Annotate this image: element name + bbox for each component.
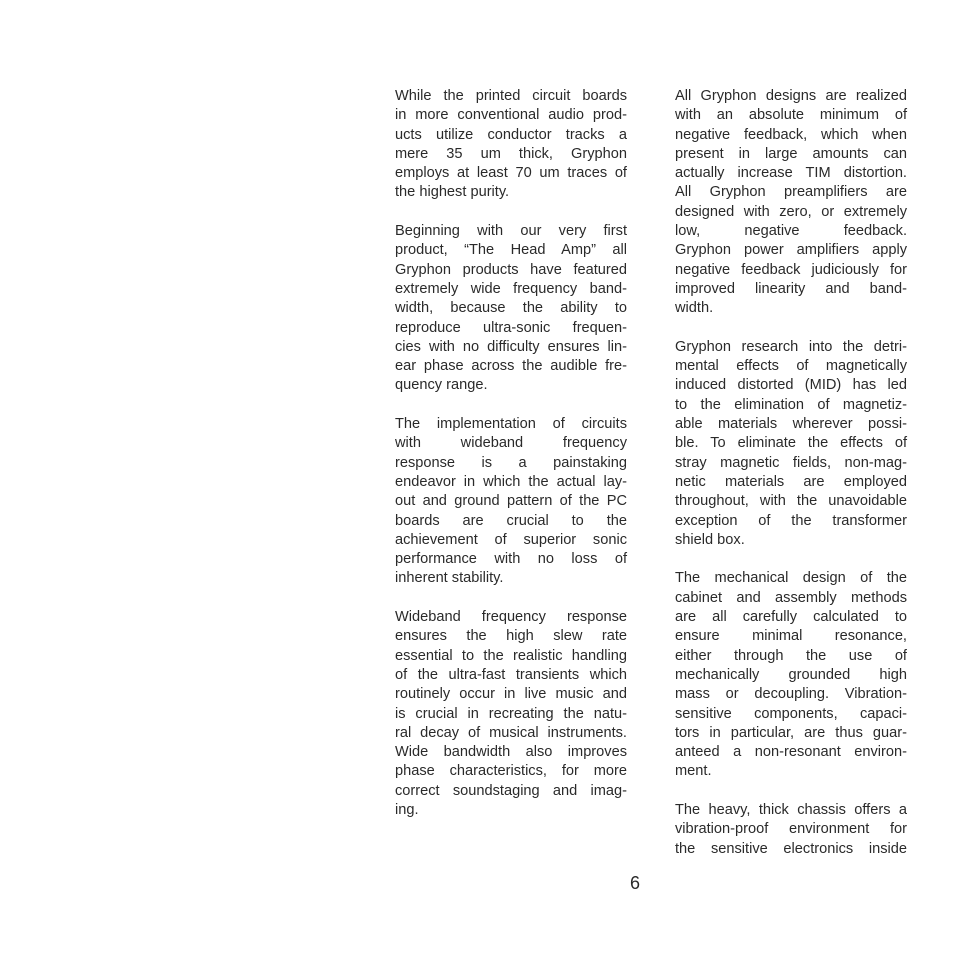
text-line: is crucial in recreating the natu- bbox=[395, 705, 627, 722]
text-line: anteed a non-resonant environ- bbox=[675, 744, 907, 761]
text-line: Gryphon power amplifiers apply bbox=[675, 242, 907, 259]
text-line: in more conventional audio prod- bbox=[395, 107, 627, 124]
text-line: Beginning with our very first bbox=[395, 223, 627, 240]
paragraph bbox=[675, 87, 907, 319]
text-line: negative feedback, which when bbox=[675, 126, 907, 143]
text-line: The mechanical design of the bbox=[675, 570, 907, 587]
text-line: out and ground pattern of the PC bbox=[395, 493, 627, 510]
text-line: boards are crucial to the bbox=[395, 512, 627, 529]
text-line: routinely occur in live music and bbox=[395, 686, 627, 703]
text-line: response is a painstaking bbox=[395, 454, 627, 471]
text-line: performance with no loss of bbox=[395, 551, 627, 568]
text-line: quency range. bbox=[395, 377, 488, 394]
text-line: sensitive components, capaci- bbox=[675, 705, 907, 722]
text-line: ment. bbox=[675, 763, 712, 780]
text-line: able materials wherever possi- bbox=[675, 416, 907, 433]
text-line: ensures the high slew rate bbox=[395, 628, 627, 645]
paragraph bbox=[675, 569, 907, 781]
text-line: width, because the ability to bbox=[395, 300, 627, 317]
paragraph bbox=[675, 801, 907, 859]
text-line: present in large amounts can bbox=[675, 145, 907, 162]
text-line: throughout, with the unavoidable bbox=[675, 493, 907, 510]
left-text-column bbox=[395, 87, 627, 820]
text-line: induced distorted (MID) has led bbox=[675, 377, 907, 394]
right-text-column bbox=[675, 87, 907, 859]
text-line: The implementation of circuits bbox=[395, 416, 627, 433]
text-line: shield box. bbox=[675, 531, 745, 548]
text-line: ensure minimal resonance, bbox=[675, 628, 907, 645]
text-line: All Gryphon preamplifiers are bbox=[675, 184, 907, 201]
text-line: employs at least 70 um traces of bbox=[395, 165, 627, 182]
text-line: Gryphon research into the detri- bbox=[675, 338, 907, 355]
text-line: are all carefully calculated to bbox=[675, 609, 907, 626]
text-line: phase characteristics, for more bbox=[395, 763, 627, 780]
text-line: with wideband frequency bbox=[395, 435, 627, 452]
text-line: ble. To eliminate the effects of bbox=[675, 435, 907, 452]
text-line: Gryphon products have featured bbox=[395, 261, 627, 278]
text-line: tors in particular, are thus guar- bbox=[675, 724, 907, 741]
text-line: actually increase TIM distortion. bbox=[675, 165, 907, 182]
text-line: mass or decoupling. Vibration- bbox=[675, 686, 907, 703]
text-line: ucts utilize conductor tracks a bbox=[395, 126, 627, 143]
text-line: improved linearity and band- bbox=[675, 280, 907, 297]
text-line: reproduce ultra-sonic frequen- bbox=[395, 319, 627, 336]
paragraph bbox=[395, 415, 627, 589]
paragraph bbox=[395, 608, 627, 820]
text-line: The heavy, thick chassis offers a bbox=[675, 801, 907, 818]
text-line: ear phase across the audible fre- bbox=[395, 358, 627, 375]
text-line: to the elimination of magnetiz- bbox=[675, 396, 907, 413]
text-line: correct soundstaging and imag- bbox=[395, 782, 627, 799]
text-line: the sensitive electronics inside bbox=[675, 840, 907, 857]
text-line: width. bbox=[675, 300, 714, 317]
text-line: negative feedback judiciously for bbox=[675, 261, 907, 278]
text-line: ral decay of musical instruments. bbox=[395, 724, 627, 741]
text-line: of the ultra-fast transients which bbox=[395, 666, 627, 683]
page-number: 6 bbox=[629, 873, 640, 893]
text-line: inherent stability. bbox=[395, 570, 504, 587]
text-line: extremely wide frequency band- bbox=[395, 280, 627, 297]
text-line: mental effects of magnetically bbox=[675, 358, 907, 375]
text-line: mere 35 um thick, Gryphon bbox=[395, 145, 627, 162]
text-line: Wideband frequency response bbox=[395, 609, 627, 626]
text-line: designed with zero, or extremely bbox=[675, 203, 907, 220]
text-line: cabinet and assembly methods bbox=[675, 589, 907, 606]
text-line: While the printed circuit boards bbox=[395, 88, 627, 104]
text-line: product, “The Head Amp” all bbox=[395, 242, 627, 259]
text-line: endeavor in which the actual lay- bbox=[395, 473, 627, 490]
paragraph bbox=[395, 87, 627, 203]
text-line: netic materials are employed bbox=[675, 473, 907, 490]
text-line: the highest purity. bbox=[395, 184, 510, 201]
text-line: stray magnetic fields, non-mag- bbox=[675, 454, 907, 471]
text-line: essential to the realistic handling bbox=[395, 647, 627, 664]
text-line: mechanically grounded high bbox=[675, 666, 907, 683]
text-line: Wide bandwidth also improves bbox=[395, 744, 627, 761]
text-line: cies with no difficulty ensures lin- bbox=[395, 338, 627, 355]
text-line: achievement of superior sonic bbox=[395, 531, 627, 548]
paragraph bbox=[395, 222, 627, 396]
text-line: with an absolute minimum of bbox=[675, 107, 907, 124]
text-line: exception of the transformer bbox=[675, 512, 907, 529]
text-line: ing. bbox=[395, 801, 419, 818]
text-line: vibration-proof environment for bbox=[675, 821, 907, 838]
text-line: All Gryphon designs are realized bbox=[675, 88, 907, 104]
text-line: either through the use of bbox=[675, 647, 907, 664]
paragraph bbox=[675, 338, 907, 550]
text-line: low, negative feedback. bbox=[675, 223, 907, 240]
